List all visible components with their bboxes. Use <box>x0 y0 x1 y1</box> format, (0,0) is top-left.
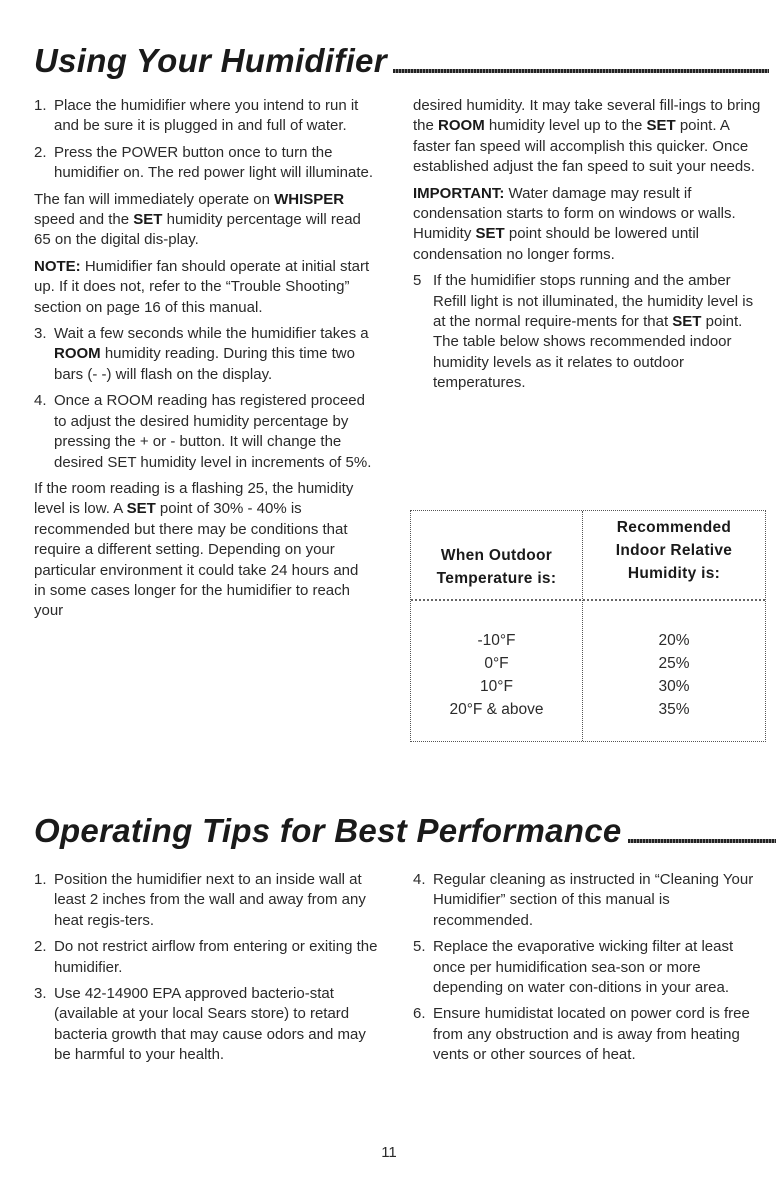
list-item: 3. Wait a few seconds while the humidifier takes a ROOM humidity reading. During this time two bars (- -) will flash on the display. <box>34 325 369 383</box>
section-title: Operating Tips for Best Performance <box>34 812 622 849</box>
left-column <box>34 96 374 628</box>
list-item <box>34 391 374 473</box>
table-header-outdoor: When Outdoor Temperature is: <box>436 547 557 587</box>
paragraph-continued: desired humidity. It may take several fill-ings to bring the ROOM humidity level up to the SET point. A faster fan speed will accomplish this quicker. Once established adjust the fan speed to suit your needs. <box>413 97 761 176</box>
table-column-humidity <box>583 629 765 721</box>
item-number: 1. <box>34 97 47 114</box>
tips-left-column <box>34 870 384 1072</box>
list-item: 1. Position the humidifier next to an inside wall at least 2 inches from the wall and away from any heat regis-ters. <box>34 871 366 929</box>
important-paragraph: IMPORTANT: Water damage may result if condensation starts to form on windows or walls. Humidity SET point should be lowered until condensation no longer forms. <box>413 184 736 263</box>
table-cell: 20°F & above <box>449 701 544 718</box>
page-title: Using Your Humidifier <box>34 42 387 79</box>
item-number: 3. <box>34 325 47 343</box>
humidity-table <box>410 510 766 742</box>
list-item: 2. Do not restrict airflow from entering or exiting the humidifier. <box>34 938 378 976</box>
note-paragraph: NOTE: Humidifier fan should operate at initial start up. If it does not, refer to the “Trouble Shooting” section on page 16 of this manual. <box>34 257 370 316</box>
tips-right-column <box>413 870 765 1072</box>
list-item: 6. Ensure humidistat located on power cord is free from any obstruction and is away from heating vents or other sources of heat. <box>413 1005 750 1064</box>
item-number: 5 <box>413 272 422 290</box>
list-item <box>34 143 374 184</box>
paragraph-fan: The fan will immediately operate on WHISPER speed and the SET humidity percentage will read 65 on the digital dis-play. <box>34 190 361 249</box>
list-item <box>34 96 374 137</box>
table-header-indoor: Recommended Indoor Relative Humidity is: <box>615 519 733 582</box>
table-cell: 30% <box>658 678 690 695</box>
list-item: 5 If the humidifier stops running and the amber Refill light is not illuminated, the humidity level is at the normal require-ments for that SET point. The table below shows recommended indoor humidity levels as it relates to outdoor temperatures. <box>413 272 754 392</box>
list-item: 5. Replace the evaporative wicking filter at least once per humidification sea-son or more depending on water con-ditions in your area. <box>413 938 734 997</box>
table-column-temperature <box>411 629 582 721</box>
table-cell: 10°F <box>480 678 513 695</box>
item-number: 4. <box>34 392 47 410</box>
page-number: 11 <box>381 1144 397 1161</box>
table-cell: 35% <box>658 701 690 718</box>
item-text: Once a ROOM reading has registered proceed to adjust the desired humidity percentage by pressing the + or - button. It will change the desired SET humidity level in increments of 5%. <box>54 392 372 471</box>
list-item: 4. Regular cleaning as instructed in “Cleaning Your Humidifier” section of this manual is recommended. <box>413 871 754 929</box>
paragraph-room: If the room reading is a flashing 25, the humidity level is low. A SET point of 30% - 40% is recommended but there may be conditions that require a different setting. Depending on your particular environment it could take 24 hours and in some cases longer for the humidifier to reach your <box>34 479 359 620</box>
item-text: Press the POWER button once to turn the humidifier on. The red power light will illuminate. <box>54 143 374 182</box>
heading-rule <box>393 69 769 73</box>
right-column <box>413 96 765 400</box>
item-text: Place the humidifier where you intend to run it and be sure it is plugged in and full of water. <box>54 97 359 135</box>
table-cell: 25% <box>658 655 690 672</box>
table-cell: -10°F <box>477 632 516 649</box>
section-heading-using <box>34 44 769 77</box>
heading-rule <box>628 839 776 843</box>
item-number: 2. <box>34 143 47 161</box>
table-cell: 20% <box>658 632 690 649</box>
table-header-rule <box>411 599 765 601</box>
list-item: 3. Use 42-14900 EPA approved bacterio-stat (available at your local Sears store) to retard bacteria growth that may cause odors and may be harmful to your health. <box>34 985 366 1064</box>
table-cell: 0°F <box>484 655 509 672</box>
section-heading-tips <box>34 814 776 847</box>
